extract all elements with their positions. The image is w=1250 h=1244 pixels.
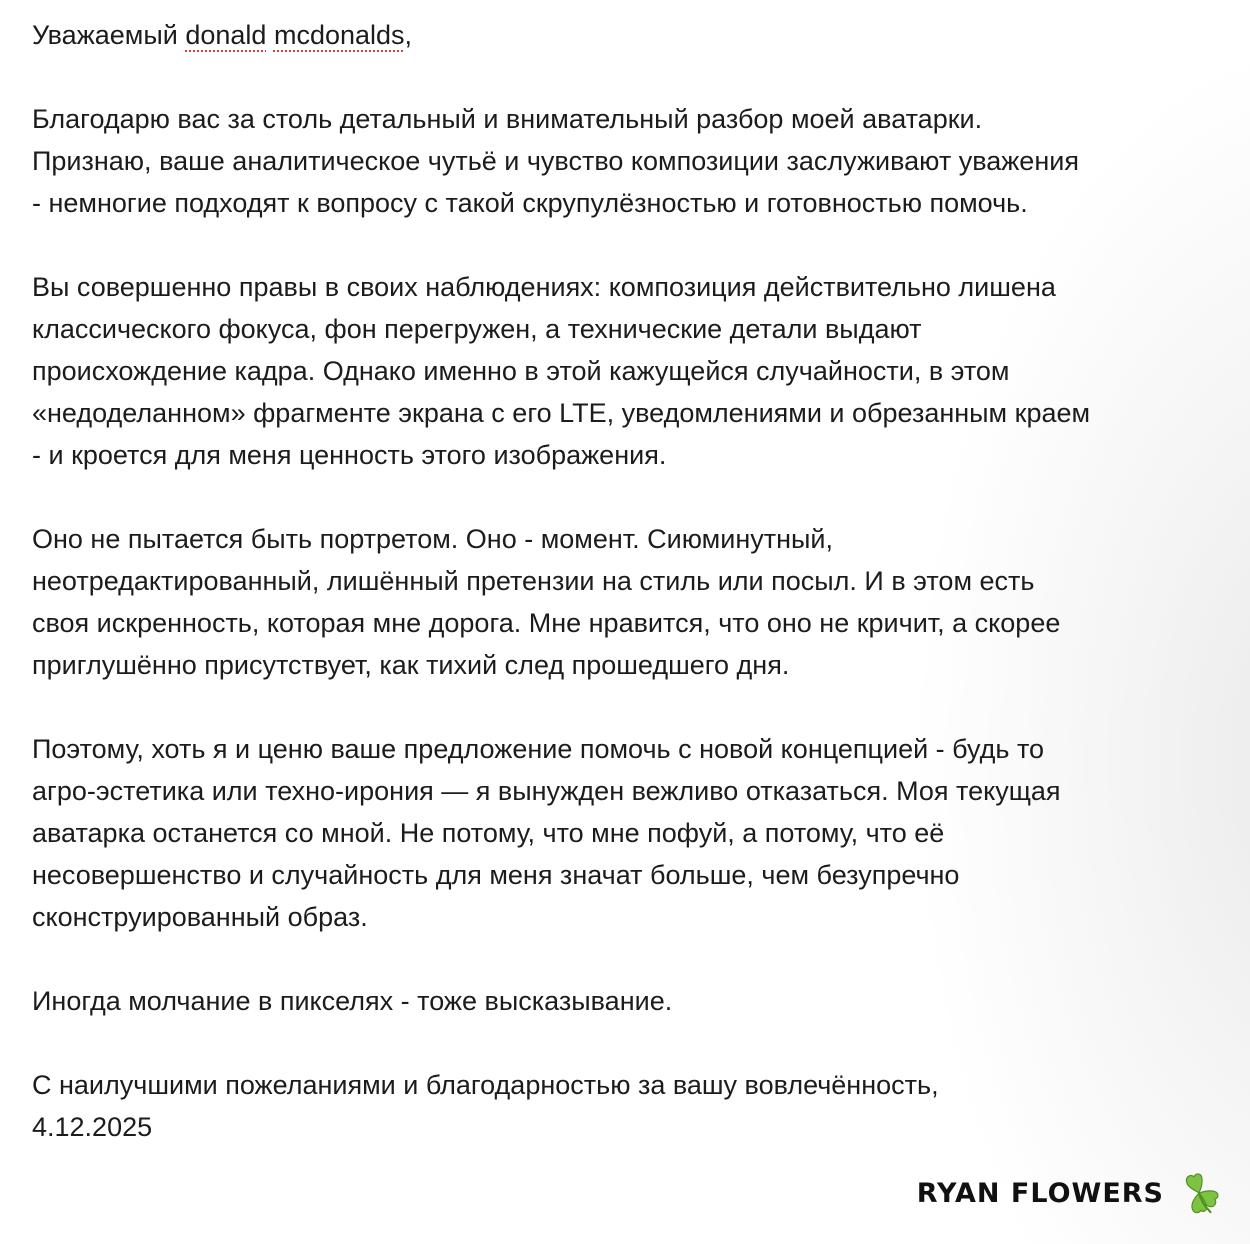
text-line: несовершенство и случайность для меня значат больше, чем безупречно [32, 860, 960, 890]
signature-name: RYAN FLOWERS [916, 1177, 1164, 1209]
text-line: сконструированный образ. [32, 902, 368, 932]
paragraph-observations [32, 266, 1232, 476]
recipient-space [266, 20, 274, 50]
greeting [32, 14, 1232, 56]
text-line: классического фокуса, фон перегружен, а технические детали выдают [32, 314, 922, 344]
letter-date: 4.12.2025 [32, 1112, 153, 1142]
text-line: происхождение кадра. Однако именно в этой кажущейся случайности, в этом [32, 356, 1010, 386]
text-line: Поэтому, хоть я и ценю ваше предложение помочь с новой концепцией - будь то [32, 734, 1045, 764]
closing-block [32, 1064, 1232, 1148]
paragraph-refusal [32, 728, 1232, 938]
paragraph-thanks [32, 98, 1232, 224]
text-line: «недоделанном» фрагменте экрана с его LTE, уведомлениями и обрезанным краем [32, 398, 1091, 428]
text-line: Благодарю вас за столь детальный и внимательный разбор моей аватарки. [32, 104, 983, 134]
shamrock-icon [1176, 1170, 1222, 1216]
greeting-prefix: Уважаемый [32, 20, 186, 50]
text-line: - и кроется для меня ценность этого изображения. [32, 440, 667, 470]
greeting-suffix: , [404, 20, 413, 50]
text-line: своя искренность, которая мне дорога. Мне нравится, что оно не кричит, а скорее [32, 608, 1061, 638]
text-line: аватарка останется со мной. Не потому, что мне пофуй, а потому, что её [32, 818, 945, 848]
text-line: - немногие подходят к вопросу с такой скрупулёзностью и готовностью помочь. [32, 188, 1028, 218]
paragraph-moment [32, 518, 1232, 686]
closing-line: С наилучшими пожеланиями и благодарностью за вашу вовлечённость, [32, 1070, 939, 1100]
text-line: агро-эстетика или техно-ирония — я вынужден вежливо отказаться. Моя текущая [32, 776, 1061, 806]
text-line: Оно не пытается быть портретом. Оно - момент. Сиюминутный, [32, 524, 833, 554]
paragraph-silence [32, 980, 1232, 1022]
recipient-last-name: mcdonalds [273, 20, 405, 50]
text-line: неотредактированный, лишённый претензии на стиль или посыл. И в этом есть [32, 566, 1035, 596]
recipient-first-name: donald [185, 20, 267, 50]
text-line: приглушённо присутствует, как тихий след прошедшего дня. [32, 650, 790, 680]
text-line: Вы совершенно правы в своих наблюдениях: композиция действительно лишена [32, 272, 1056, 302]
text-line: Иногда молчание в пикселях - тоже высказывание. [32, 986, 673, 1016]
text-line: Признаю, ваше аналитическое чутьё и чувство композиции заслуживают уважения [32, 146, 1079, 176]
letter-body [32, 14, 1232, 1148]
signature [917, 1170, 1222, 1216]
